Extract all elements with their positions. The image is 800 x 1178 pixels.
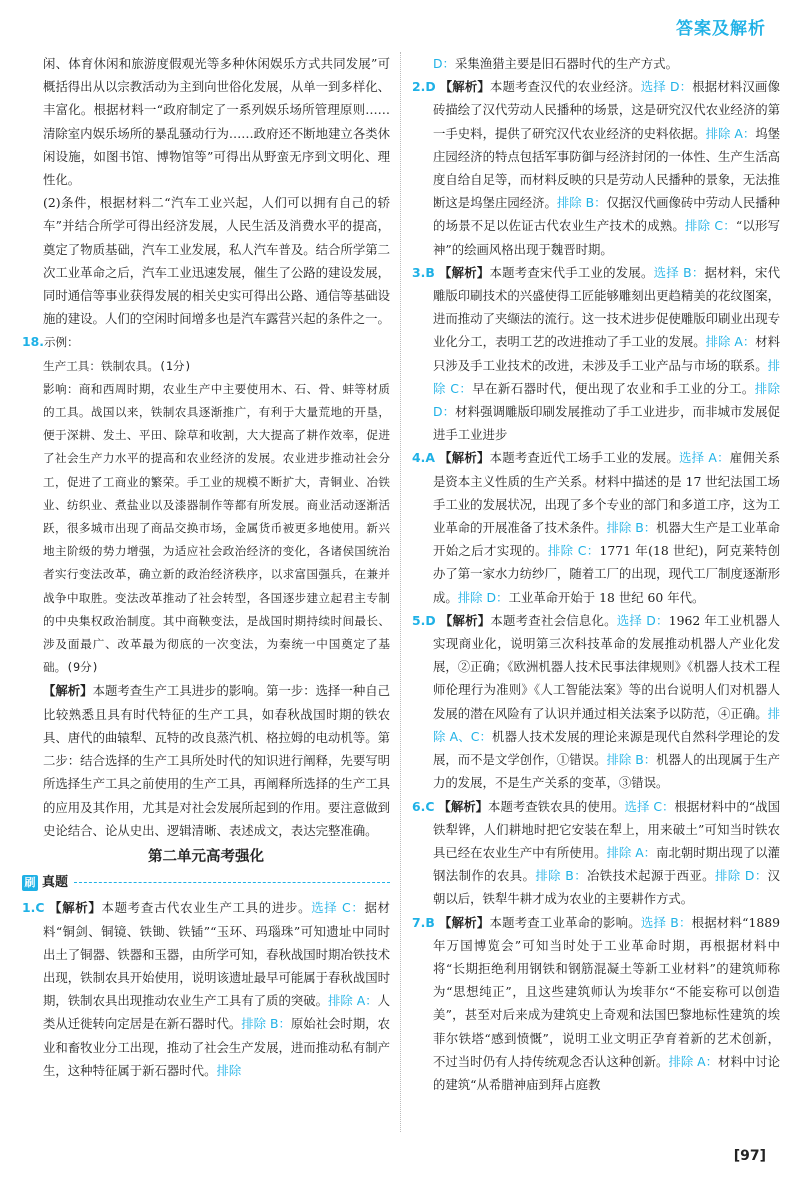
option-label: 选择 D： [640, 79, 693, 95]
analysis-tag: 【解析】 [439, 79, 490, 95]
zhenti-label: 真题 [42, 875, 69, 891]
analysis-tag: 【解析】 [438, 264, 490, 280]
option-label: 排除 D： [433, 380, 781, 420]
option-label: 排除 C： [433, 357, 780, 396]
question-18 [22, 330, 390, 841]
analysis-text: 1771 年(18 世纪)，阿克莱特创办了第一家水力纺纱厂，随着工厂的出现，现代工厂制度逐渐形成。 [433, 543, 781, 605]
analysis-text: 本题考查汉代的农业经济。 [490, 79, 641, 95]
answer-letter: D [425, 612, 436, 628]
analysis-text: 本题考查近代工场手工业的发展。 [489, 450, 679, 466]
paragraph: (2)条件，根据材料二“汽车工业兴起，人们可以拥有自己的轿车”并结合所学可得出经济发展，人民生活及消费水平的提高，奠定了物质基础，汽车工业发展，私人汽车普及。结合所学第二次工业革命之后，汽车工业迅速发展，催生了公路的建设发展，同时通信等事业获得发展的相关史实可得出公路、通信等基础设施的建设。人们的空闲时间增多也是汽车露营兴起的条件之一。 [43, 195, 390, 327]
analysis-text: 材料强调雕版印刷发展推动了手工业进步，而非城市发展促进手工业进步 [433, 404, 781, 443]
option-label: 排除 A、C： [433, 705, 780, 744]
analysis-text: 南北朝时期出现了以灌钢法制作的农具。 [433, 844, 780, 884]
analysis-text: 汉朝以后，铁犁牛耕才成为农业的主要耕作方式。 [433, 868, 781, 907]
sample-tool: 生产工具：铁制农具。(1分) [43, 358, 192, 373]
answer-letter: C [425, 798, 435, 814]
option-label: 排除 C： [547, 543, 600, 559]
question-7 [412, 911, 780, 1097]
header-title: 答案及解析 [676, 19, 766, 39]
option-label: 排除 B： [606, 752, 657, 768]
analysis-text: 1962 年工业机器人实现商业化，说明第三次科技革命的发展推动机器人产业化发展，②正确；《欧洲机器人技术民事法律规则》《机器人技术工程师伦理行为准则》《人工智能法案》等的出台说明人们对机器人发展的潜在风险有了认识并通过相关法案予以防范，④正确。 [433, 612, 780, 721]
answer-letter: C [35, 900, 45, 916]
option-label: D： [433, 56, 455, 71]
option-label: 排除 D： [714, 868, 768, 884]
option-label: 排除 [216, 1062, 242, 1078]
option-label: 选择 A： [678, 450, 730, 466]
question-number: 7. [412, 914, 426, 930]
option-label: 排除 C： [685, 218, 736, 234]
paragraph: 闲、体育休闲和旅游度假观光等多种休闲娱乐方式共同发展”可概括得出从以宗教活动为主到向世俗化发展，从单一到多样化、丰富化。根据材料一“政府制定了一系列娱乐场所管理原则……清除室内娱乐场所的暴乱骚动行为……政府还不断地建立各类休闲设施，如图书馆、博物馆等”可得出从野蛮无序到文明化、理性化。 [43, 56, 390, 188]
question-1 [22, 896, 390, 1082]
question-number: 3. [412, 264, 426, 280]
analysis-tag: 【解析】 [49, 900, 102, 916]
question-number: 4. [412, 450, 426, 466]
analysis-text: 本题考查社会信息化。 [490, 612, 617, 628]
option-label: 排除 B： [241, 1016, 291, 1032]
analysis-text: 本题考查宋代手工业的发展。 [489, 264, 654, 280]
analysis-text: 工业革命开始于 18 世纪 60 年代。 [508, 589, 705, 605]
analysis-tag: 【解析】 [43, 683, 93, 699]
analysis-text: 冶铁技术起源于西亚。 [587, 868, 715, 884]
analysis-text: 机器人的出现属于生产力的发展，不是生产关系的变革，③错误。 [433, 752, 780, 791]
option-label: 排除 D： [457, 589, 509, 605]
analysis-text: 本题考查工业革命的影响。 [489, 914, 641, 930]
option-label: 排除 A： [668, 1053, 719, 1069]
option-label: 排除 B： [606, 520, 657, 536]
right-column [412, 52, 780, 1096]
question-3 [412, 261, 780, 447]
analysis-text: 机器大生产是工业革命开始之后才实现的。 [433, 520, 780, 559]
analysis-tag: 【解析】 [438, 798, 489, 814]
answer-letter: B [425, 914, 435, 930]
analysis-text: 材料只涉及手工业技术的改进，未涉及手工业产品与市场的联系。 [433, 334, 781, 373]
question-6 [412, 795, 780, 911]
option-label: 排除 A： [705, 125, 756, 141]
answer-letter: B [425, 264, 435, 280]
analysis-tag: 【解析】 [439, 612, 491, 628]
left-column [22, 52, 390, 1082]
analysis-text: 材料中讨论的建筑“从希腊神庙到拜占庭教 [433, 1053, 781, 1092]
analysis-text: 根据材料“1889 年万国博览会”可知当时处于工业革命时期，再根据材料中将“长期拒绝利用钢铁和钢筋混凝土等新工业材料”的建筑师称为“思想纯正”，且这些建筑师认为埃菲尔“不能妄称可以创造美”，甚至对后来成为建筑史上奇观和法国巴黎地标性建筑的埃菲尔铁塔“感到愤慨”，说明工业文明正孕育着新的艺术创新，不过当时仍有人持传统观念否认这种创新。 [433, 914, 780, 1069]
option-label: 排除 A： [328, 993, 378, 1009]
question-number: 6. [412, 798, 426, 814]
option-label: 排除 B： [556, 195, 607, 211]
analysis-text: 据材料“铜剑、铜镜、铁锄、铁锸”“玉环、玛瑙珠”可知遗址中同时出土了铜器、铁器和玉器，由所学可知，春秋战国时期冶铁技术出现，铁制农具开始使用，说明该遗址最早可能属于春秋战国时期，铁制农具出现推动农业生产工具有了质的突破。 [43, 900, 391, 1009]
analysis-text: 机器人技术发展的理论来源是现代自然科学理论的发展，而不是文学创作，①错误。 [433, 728, 780, 768]
analysis-text: 雇佣关系是资本主义性质的生产关系。材料中描述的是 17 世纪法国工场手工业的发展状况，出现了多个专业的部门和多道工序，这为工业革命的开展准备了技术条件。 [433, 450, 780, 536]
analysis-text: “以形写神”的绘画风格出现于魏晋时期。 [433, 218, 780, 257]
analysis-text: 人类从迁徙转向定居是在新石器时代。 [43, 993, 390, 1032]
brush-icon: 刷 [22, 875, 38, 891]
page-number-value: 97 [740, 1148, 760, 1164]
analysis-text: 早在新石器时代，便出现了农业和手工业的分工。 [472, 380, 755, 396]
question-5 [412, 609, 780, 795]
analysis-text: 据材料，宋代雕版印刷技术的兴盛使得工匠能够雕刻出更趋精美的花纹图案，进而推动了夹缬法的流行。这一技术进步促使雕版印刷业出现专业化分工，表明工艺的改进推动了手工业的发展。 [433, 264, 780, 350]
page-number: [97] [733, 1148, 766, 1164]
option-label: 排除 A： [606, 844, 657, 860]
answer-letter: D [425, 79, 436, 95]
option-label: 选择 C： [311, 900, 365, 916]
analysis-text: 根据材料中的“战国铁犁铧，人们耕地时把它安装在犁上，用来破土”可知当时铁农具已经在农业生产中有所使用。 [433, 798, 781, 860]
zhenti-header [22, 871, 390, 894]
question-2 [412, 75, 780, 261]
continuation [412, 52, 780, 75]
analysis-text: 原始社会时期，农业和畜牧业分工出现，推动了社会生产发展，进而推动私有制产生，这种特征属于新石器时代。 [43, 1016, 390, 1078]
answer-letter: A [425, 450, 435, 466]
analysis-text: 本题考查铁农具的使用。 [488, 798, 625, 814]
analysis-text: 本题考查古代农业生产工具的进步。 [101, 900, 312, 916]
analysis-tag: 【解析】 [438, 914, 490, 930]
question-number: 5. [412, 612, 426, 628]
analysis-text: 根据材料汉画像砖描绘了汉代劳动人民播种的场景，这是研究汉代农业经济的第一手史料，提供了研究汉代农业经济的史料依据。 [433, 79, 781, 141]
question-number: 1. [22, 900, 36, 916]
analysis-tag: 【解析】 [439, 450, 490, 466]
divider-line [74, 882, 390, 883]
sample-impact: 影响：商和西周时期，农业生产中主要使用木、石、骨、蚌等材质的工具。战国以来，铁制农具逐渐推广，有利于大量荒地的开垦，便于深耕、发土、平田、除草和收割，大大提高了耕作效率，促进了社会生产力水平的提高和农业经济的发展。农业进步推动社会分工，促进了工商业的繁荣。手工业的规模不断扩大，青铜业、冶铁业、纺织业、煮盐业以及漆器制作等都有所发展。商业活动逐渐活跃，很多城市出现了商品交换市场，金属货币被更多地使用。新兴地主阶级的势力增强，为适应社会政治经济的变化，各诸侯国统治者实行变法改革，确立新的政治经济秩序，以求富国强兵，在兼并战争中取胜。变法改革推动了社会转型，各国逐步建立起君主专制的中央集权政治制度。其中商鞅变法，是战国时期持续时间最长、涉及面最广、改革最为彻底的一次变法，为秦统一中国奠定了基础。(9分) [43, 381, 390, 675]
option-label: 选择 D： [616, 612, 669, 628]
analysis-text: 采集渔猎主要是旧石器时代的生产方式。 [454, 56, 678, 71]
question-number: 2. [412, 79, 426, 95]
question-number: 18. [22, 334, 44, 350]
option-label: 选择 C： [624, 798, 675, 814]
option-label: 排除 A： [705, 334, 756, 350]
analysis-text: 本题考查生产工具进步的影响。第一步：选择一种自己比较熟悉且具有时代特征的生产工具，如春秋战国时期的铁农具、唐代的曲辕犁、瓦特的改良蒸汽机、格拉姆的电动机等。第二步：结合选择的生产工具所处时代的知识进行阐释，先要写明所选择生产工具之前使用的生产工具，再阐释所选择的生产工具的应用及其作用，尤其是对社会发展所起到的作用。要注意做到史论结合、论从史出、逻辑清晰、表述成文，表达完整准确。 [43, 683, 391, 838]
sample-heading: 示例： [43, 335, 79, 350]
section-title: 第二单元高考强化 [148, 848, 264, 865]
analysis-text: 仅据汉代画像砖中劳动人民播种的场景不足以佐证古代农业生产技术的成熟。 [433, 195, 780, 234]
analysis-text: 坞堡庄园经济的特点包括军事防御与经济封闭的一体性、生产生活高度自给自足等，而材料反映的只是劳动人民播种的景象，无法推断这是坞堡庄园经济。 [433, 125, 781, 211]
question-4 [412, 446, 780, 608]
column-divider [400, 52, 401, 1132]
option-label: 选择 B： [640, 914, 692, 930]
option-label: 排除 B： [535, 868, 587, 884]
option-label: 选择 B： [653, 264, 705, 280]
